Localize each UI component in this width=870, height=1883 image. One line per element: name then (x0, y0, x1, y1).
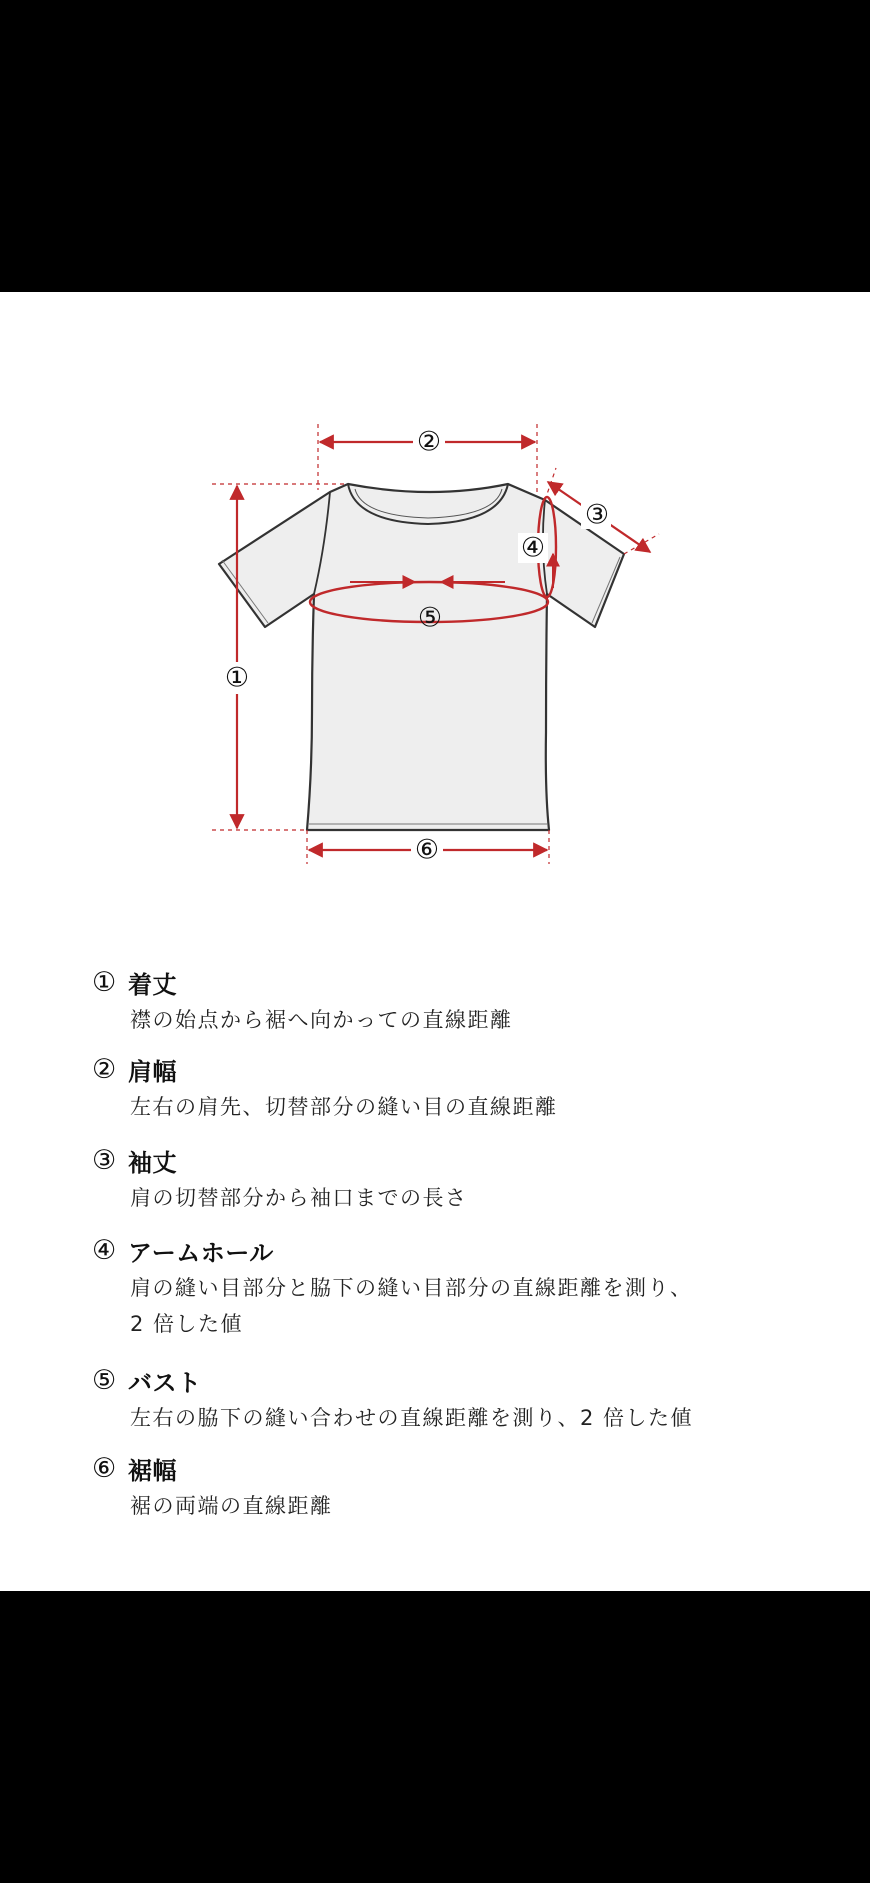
legend-item (92, 1232, 693, 1342)
marker-2: ② (416, 426, 442, 458)
legend-description-line: 2 倍した値 (130, 1312, 244, 1336)
legend-item (92, 1450, 333, 1524)
tshirt-illustration (219, 484, 624, 830)
legend-description: 左右の肩先、切替部分の縫い目の直線距離 (130, 1095, 558, 1119)
legend-description: 襟の始点から裾へ向かっての直線距離 (130, 1008, 513, 1032)
tshirt-body (219, 484, 624, 830)
legend-description: 左右の脇下の縫い合わせの直線距離を測り、2 倍した値 (130, 1406, 694, 1430)
legend-title: バスト (128, 1368, 202, 1397)
legend-number: ③ (92, 1144, 117, 1176)
legend-number: ① (92, 966, 117, 998)
marker-3: ③ (584, 499, 610, 531)
legend-title: 裾幅 (128, 1456, 177, 1485)
legend-item (92, 1051, 558, 1125)
legend-item (92, 964, 513, 1038)
marker-1: ① (224, 662, 250, 694)
legend-item (92, 1362, 693, 1436)
marker-5: ⑤ (417, 602, 443, 634)
content-area (0, 292, 870, 1591)
legend-number: ⑤ (92, 1364, 117, 1396)
legend-description (130, 1270, 693, 1342)
legend-title: アームホール (128, 1238, 274, 1267)
legend-description: 肩の切替部分から袖口までの長さ (130, 1186, 468, 1210)
legend-title: 肩幅 (128, 1057, 177, 1086)
legend-item (92, 1142, 468, 1216)
tshirt-measurement-diagram (0, 292, 870, 912)
legend-title: 着丈 (128, 970, 177, 999)
legend-title: 袖丈 (128, 1148, 177, 1177)
legend-number: ② (92, 1053, 117, 1085)
legend-description-line: 肩の縫い目部分と脇下の縫い目部分の直線距離を測り、 (130, 1276, 693, 1300)
marker-6: ⑥ (414, 834, 440, 866)
legend-description: 裾の両端の直線距離 (130, 1494, 333, 1518)
legend-number: ④ (92, 1234, 117, 1266)
marker-4: ④ (520, 532, 546, 564)
legend-number: ⑥ (92, 1452, 117, 1484)
